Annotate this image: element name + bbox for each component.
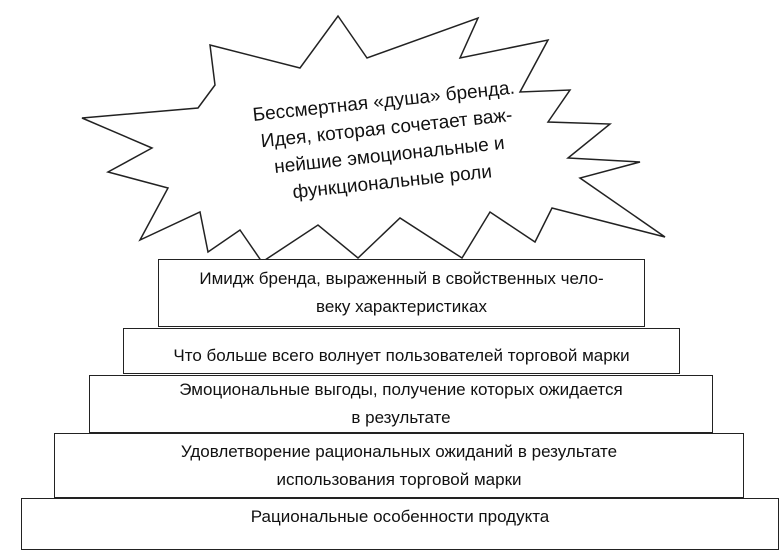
pyramid-level-rational-expectations: Удовлетворение рациональных ожиданий в результате использования торговой марки [54,433,744,498]
pyramid-level-user-concerns: Что больше всего волнует пользователей торговой марки [123,328,680,374]
brand-soul-text: Бессмертная «душа» бренда. Идея, которая сочетает важ- нейшие эмоциональные и функциональные роли [251,77,516,204]
pyramid-level-emotional-benefits: Эмоциональные выгоды, получение которых ожидается в результате [89,375,713,433]
pyramid-level-brand-image: Имидж бренда, выраженный в свойственных чело- веку характеристиках [158,259,645,327]
pyramid-level-rational-features: Рациональные особенности продукта [21,498,779,550]
